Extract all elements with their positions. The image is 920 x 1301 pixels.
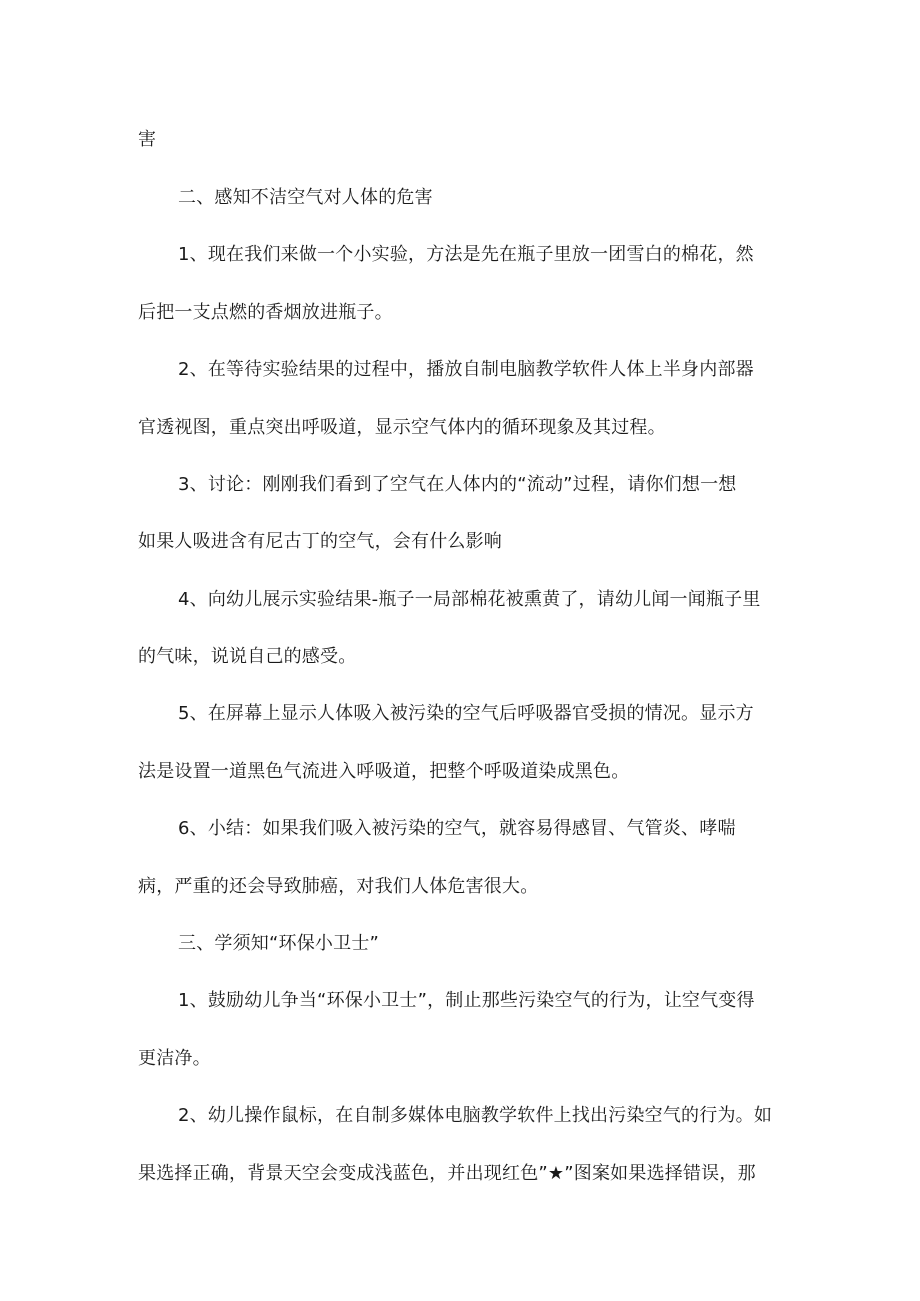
paragraph-line: 的气味，说说自己的感受。 xyxy=(138,646,357,667)
paragraph-line: 病，严重的还会导致肺癌，对我们人体危害很大。 xyxy=(138,876,539,897)
paragraph-line: 6、小结：如果我们吸入被污染的空气，就容易得感冒、气管炎、哮喘 xyxy=(178,818,736,839)
paragraph-line: 官透视图，重点突出呼吸道，显示空气体内的循环现象及其过程。 xyxy=(138,417,666,438)
paragraph-line: 5、在屏幕上显示人体吸入被污染的空气后呼吸器官受损的情况。显示方 xyxy=(178,703,754,724)
section-heading: 三、学须知“环保小卫士” xyxy=(178,933,380,954)
paragraph-line: 法是设置一道黑色气流进入呼吸道，把整个呼吸道染成黑色。 xyxy=(138,761,630,782)
section-heading: 二、感知不洁空气对人体的危害 xyxy=(178,187,433,208)
paragraph-line: 1、现在我们来做一个小实验，方法是先在瓶子里放一团雪白的棉花，然 xyxy=(178,244,754,265)
paragraph-line: 果选择正确，背景天空会变成浅蓝色，并出现红色”★”图案如果选择错误，那 xyxy=(138,1163,756,1184)
paragraph-line: 如果人吸进含有尼古丁的空气，会有什么影响 xyxy=(138,531,502,552)
paragraph-line: 后把一支点燃的香烟放进瓶子。 xyxy=(138,302,393,323)
continued-line: 害 xyxy=(138,129,157,150)
paragraph-line: 3、讨论：刚刚我们看到了空气在人体内的“流动”过程，请你们想一想 xyxy=(178,474,737,495)
paragraph-line: 1、鼓励幼儿争当“环保小卫士”，制止那些污染空气的行为，让空气变得 xyxy=(178,990,755,1011)
paragraph-line: 更洁净。 xyxy=(138,1048,211,1069)
paragraph-line: 2、幼儿操作鼠标，在自制多媒体电脑教学软件上找出污染空气的行为。如 xyxy=(178,1105,773,1126)
paragraph-line: 2、在等待实验结果的过程中，播放自制电脑教学软件人体上半身内部器 xyxy=(178,359,754,380)
paragraph-line: 4、向幼儿展示实验结果-瓶子一局部棉花被熏黄了，请幼儿闻一闻瓶子里 xyxy=(178,589,761,610)
